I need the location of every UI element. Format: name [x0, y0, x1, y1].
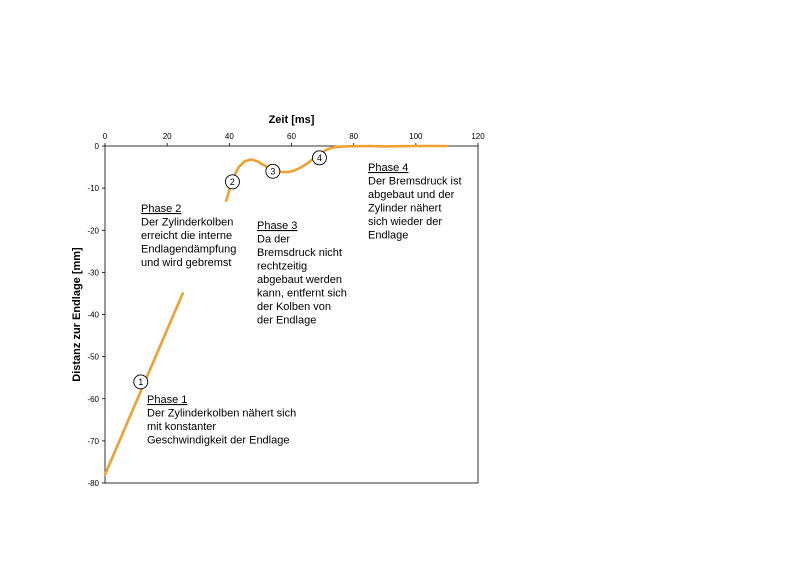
phase-annotation-line: der Kolben von — [257, 301, 331, 313]
phase-annotation — [141, 203, 236, 269]
y-axis-title: Distanz zur Endlage [mm] — [71, 247, 83, 382]
x-tick-label: 20 — [162, 132, 172, 141]
phase-annotation-line: Endlage — [368, 229, 409, 242]
phase-annotation-line: rechtzeitig — [257, 260, 308, 273]
phase-annotation-line: Geschwindigkeit der Endlage — [147, 434, 290, 447]
phase-marker-label: 1 — [138, 377, 144, 388]
phase-annotation-line: mit konstanter — [147, 421, 217, 433]
y-tick-label: -60 — [87, 394, 99, 404]
y-tick-label: -30 — [87, 268, 99, 278]
x-tick-label: 80 — [349, 132, 359, 141]
x-tick-label: 40 — [224, 132, 234, 141]
phase-annotation-line: Der Bremsdruck ist — [368, 175, 462, 188]
phase-marker-label: 4 — [316, 152, 322, 163]
x-tick-label: 120 — [471, 132, 485, 141]
phase-annotation-line: und wird gebremst — [141, 257, 232, 269]
phase-annotation-line: erreicht die interne — [141, 230, 233, 242]
phase-annotation — [257, 220, 347, 327]
x-tick-label: 60 — [287, 132, 296, 141]
phase-annotation-line: kann, entfernt sich — [257, 287, 347, 300]
x-tick-label: 100 — [409, 132, 423, 141]
phase-annotation-line: Bremsdruck nicht — [257, 247, 342, 259]
phase-annotation-line: Zylinder nähert — [368, 202, 442, 215]
phase-annotation-line: Da der — [257, 233, 291, 246]
phase-annotation-heading: Phase 3 — [257, 220, 298, 232]
x-axis-title: Zeit [ms] — [268, 114, 315, 126]
y-tick-label: -20 — [87, 226, 99, 236]
y-tick-label: -80 — [87, 479, 99, 488]
phase-annotation-line: Der Zylinderkolben nähert sich — [147, 407, 297, 420]
phase-annotation-heading: Phase 2 — [141, 203, 182, 215]
phase-annotation — [368, 162, 462, 242]
y-tick-label: -70 — [87, 436, 99, 446]
phase-annotation-line: Endlagendämpfung — [141, 243, 237, 256]
phase-annotation-line: abgebaut werden — [257, 274, 343, 286]
y-tick-label: -40 — [87, 310, 99, 320]
phase-annotation-line: der Endlage — [257, 314, 317, 327]
phase-annotations — [141, 162, 462, 447]
x-tick-label: 0 — [102, 132, 108, 141]
phase-annotation-line: Der Zylinderkolben — [141, 216, 234, 229]
y-tick-label: -10 — [87, 184, 99, 194]
phase-annotation-heading: Phase 4 — [368, 162, 409, 174]
phase-annotation — [147, 394, 296, 447]
phase-annotation-line: sich wieder der — [368, 216, 442, 228]
y-tick-label: 0 — [94, 142, 99, 151]
y-tick-label: -50 — [87, 352, 99, 362]
phase-annotation-line: abgebaut und der — [368, 189, 455, 201]
phase-marker-label: 2 — [229, 177, 235, 188]
phase-annotation-heading: Phase 1 — [147, 394, 188, 406]
phase-marker-label: 3 — [270, 166, 276, 177]
